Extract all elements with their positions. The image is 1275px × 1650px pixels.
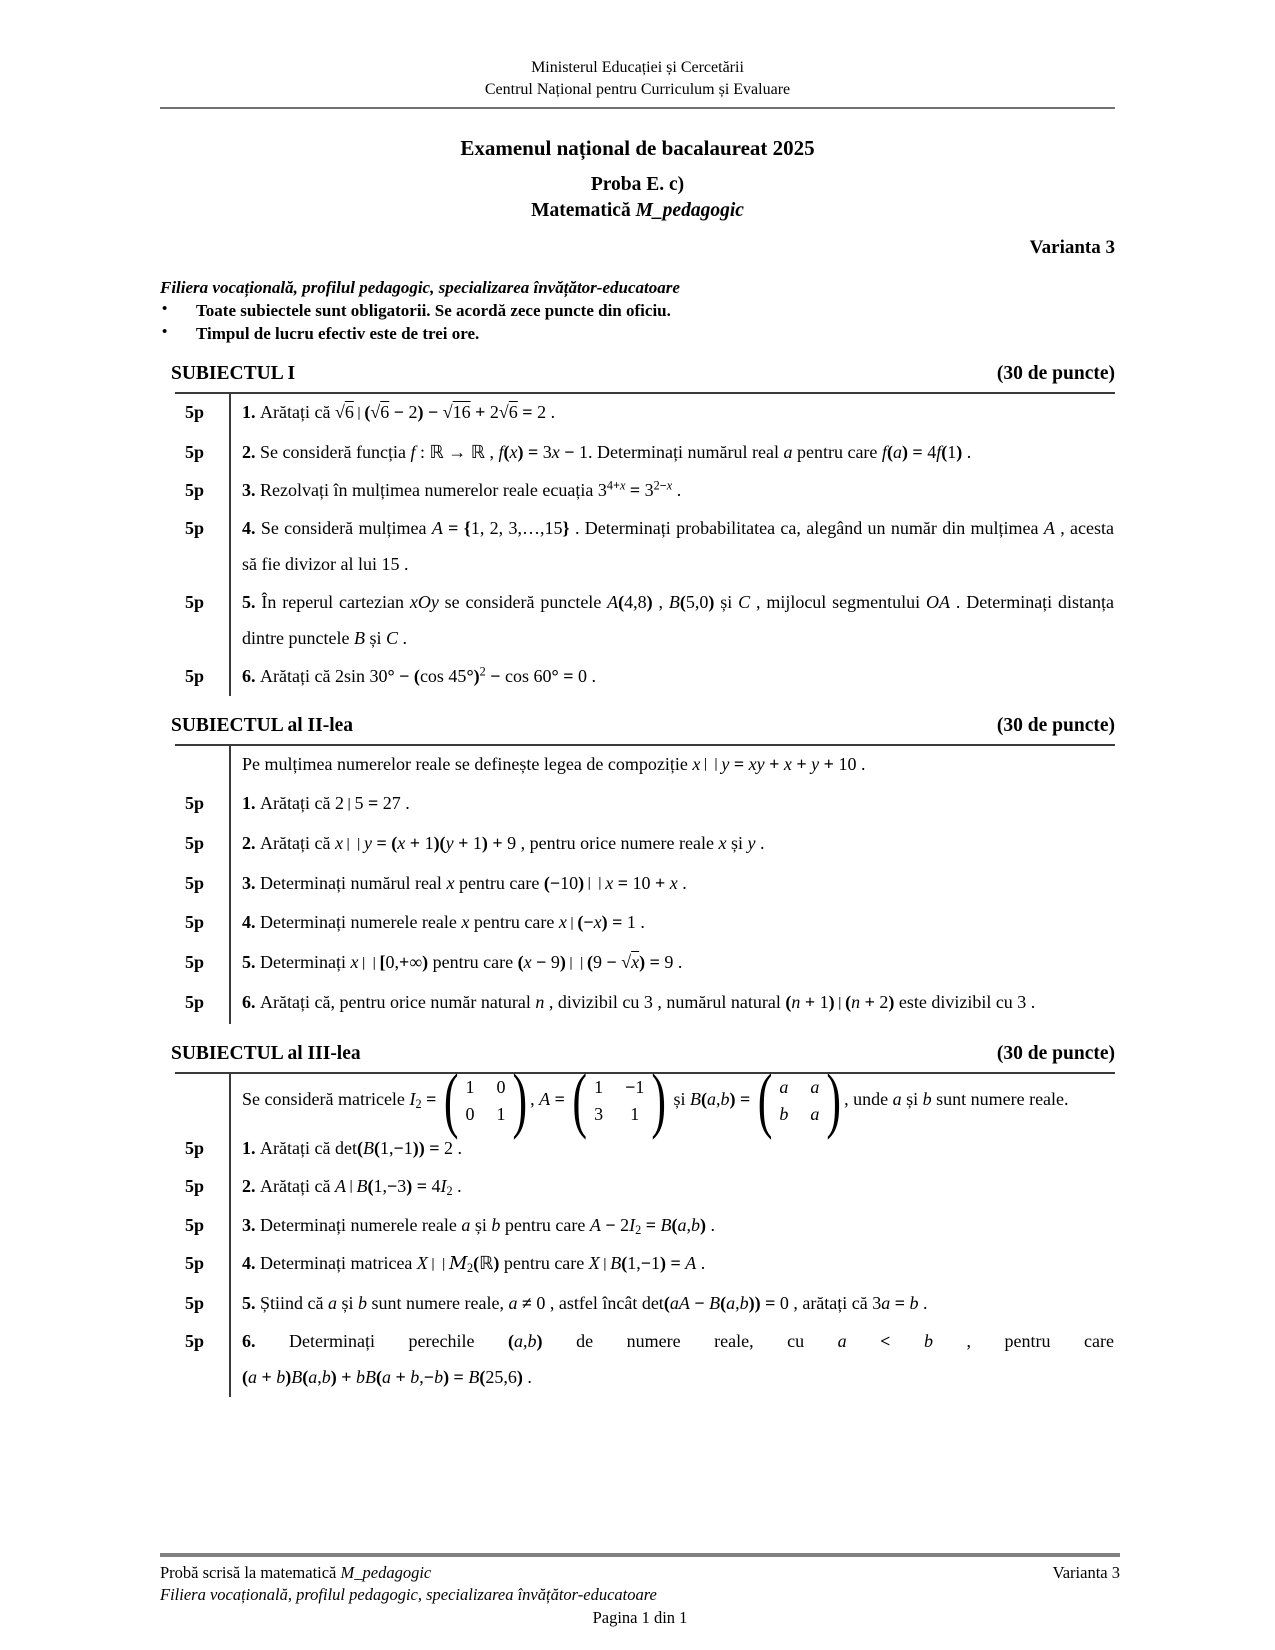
exam-item-row bbox=[160, 982, 1115, 1022]
item-number: 1. bbox=[242, 1137, 260, 1158]
subject-section-2 bbox=[160, 715, 1115, 1024]
item-number: 6. bbox=[242, 665, 260, 686]
score-label: 5p bbox=[184, 591, 204, 612]
bullet-text: Toate subiectele sunt obligatorii. Se acordă zece puncte din oficiu. bbox=[196, 300, 671, 320]
subject-line bbox=[160, 200, 1115, 222]
footer-line1 bbox=[160, 1563, 1120, 1583]
item-content: Se consideră matricele $I_2$ = ( 1 0 0 1 ) , A = ( 1 −1 3 1 ) și B(a,b) = ( a a b a ) , unde a și b sunt numere reale. bbox=[242, 1059, 1069, 1141]
item-content: 1. Arătați că 2 ∣ 5 = 27 . bbox=[242, 793, 410, 814]
exam-intro-row bbox=[160, 744, 1115, 784]
exam-item-row bbox=[160, 1205, 1115, 1243]
item-content: 5. Știind că a și b sunt numere reale, a ≠ 0 , astfel încât det(aA − B(a,b)) = 0 , arătați că 3a = b . bbox=[242, 1292, 928, 1313]
score-label: 5p bbox=[184, 517, 204, 538]
matrix: ( 1 −1 3 1 ) bbox=[572, 1059, 666, 1141]
ministry-line1: Ministerul Educației și Cercetării bbox=[531, 59, 744, 76]
exam-item-row bbox=[160, 1321, 1115, 1395]
item-content: 2. Se consideră funcția f : ℝ → ℝ , f(x) = 3x − 1. Determinați numărul real a pentru care f(a) = 4f(1) . bbox=[242, 441, 972, 462]
score-label bbox=[160, 744, 229, 784]
header-divider bbox=[160, 107, 1115, 109]
exam-item-row bbox=[160, 863, 1115, 903]
score-label: 5p bbox=[184, 872, 204, 893]
footer-variant: Varianta 3 bbox=[1052, 1563, 1120, 1582]
item-content: 5. Determinați x ∣ ∣ [0,+∞) pentru care (x − 9) ∣ ∣ (9 − √x) = 9 . bbox=[242, 952, 683, 973]
score-label: 5p bbox=[184, 665, 204, 686]
exam-item-row bbox=[160, 582, 1115, 656]
item-number: 4. bbox=[242, 912, 260, 933]
exam-item-row bbox=[160, 783, 1115, 823]
score-label: 5p bbox=[184, 401, 204, 422]
subject-points: (30 de puncte) bbox=[996, 362, 1115, 384]
exam-item-row bbox=[160, 902, 1115, 942]
footer-line2: Filiera vocațională, profilul pedagogic, specializarea învățător-educatoare bbox=[160, 1585, 657, 1604]
subject-title: SUBIECTUL al II-lea bbox=[171, 714, 354, 736]
footer-proba-name: M_pedagogic bbox=[340, 1563, 432, 1582]
item-number: 6. bbox=[242, 991, 260, 1012]
item-content: 1. Arătați că det(B(1,−1)) = 2 . bbox=[242, 1137, 462, 1158]
score-column-divider bbox=[229, 392, 231, 696]
exam-item-row bbox=[160, 942, 1115, 982]
score-column-divider bbox=[229, 744, 231, 1024]
footer-proba bbox=[160, 1563, 431, 1583]
item-number: 6. bbox=[242, 1330, 290, 1351]
subjects-container bbox=[160, 363, 1115, 1397]
item-number: 4. bbox=[242, 517, 261, 538]
item-number: 5. bbox=[242, 952, 260, 973]
score-label: 5p bbox=[184, 1330, 204, 1351]
item-content: 2. Arătați că x ∣ ∣ y = (x + 1)(y + 1) + 9 , pentru orice numere reale x și y . bbox=[242, 832, 765, 853]
subject-block bbox=[160, 392, 1115, 696]
score-label: 5p bbox=[184, 1292, 204, 1313]
exam-item-row bbox=[160, 823, 1115, 863]
exam-item-row bbox=[160, 1243, 1115, 1283]
bullet-icon: • bbox=[162, 300, 168, 317]
ministry-line2: Centrul Național pentru Curriculum și Evaluare bbox=[484, 81, 791, 99]
item-number: 3. bbox=[242, 872, 260, 893]
item-content: 3. Determinați numărul real x pentru care (−10) ∣ ∣ x = 10 + x . bbox=[242, 872, 687, 893]
footer-proba-prefix: Probă scrisă la matematică bbox=[160, 1563, 341, 1582]
subject-header bbox=[160, 363, 1115, 385]
item-number: 3. bbox=[242, 479, 260, 500]
page-content bbox=[160, 0, 1115, 1397]
exam-item-row bbox=[160, 1283, 1115, 1321]
score-label: 5p bbox=[184, 912, 204, 933]
item-number: 2. bbox=[242, 832, 260, 853]
item-content: 2. Arătați că A ∣ $B(1,-3) = 4I_2$ . bbox=[242, 1175, 462, 1198]
exam-item-row bbox=[160, 432, 1115, 470]
score-label: 5p bbox=[184, 1175, 204, 1196]
item-number: 5. bbox=[242, 1292, 260, 1313]
item-number: 2. bbox=[242, 1175, 260, 1196]
subject-points: (30 de puncte) bbox=[996, 1042, 1115, 1064]
score-column-divider bbox=[229, 1072, 231, 1397]
exam-item-row bbox=[160, 470, 1115, 508]
item-content: 4. Se consideră mulțimea A = {1, 2, 3,…,15} . Determinați probabilitatea ca, alegând un număr din mulțimea A , acesta să fie divizor al lui 15 . bbox=[242, 517, 1115, 574]
subject-block bbox=[160, 744, 1115, 1024]
score-label: 5p bbox=[184, 991, 204, 1012]
subject-prefix: Matematică bbox=[531, 199, 636, 221]
ministry-header bbox=[160, 57, 1115, 102]
exam-title: Examenul național de bacalaureat 2025 bbox=[460, 135, 815, 160]
score-label: 5p bbox=[184, 952, 204, 973]
subject-title: SUBIECTUL I bbox=[171, 362, 296, 384]
item-line: (a + b)B(a,b) + bB(a + b,−b) = B(25,6) . bbox=[242, 1366, 532, 1387]
exam-intro-row bbox=[160, 1059, 1115, 1141]
score-label: 5p bbox=[184, 441, 204, 462]
score-label: 5p bbox=[184, 1137, 204, 1158]
item-content: 3. Rezolvați în mulțimea numerelor reale ecuația $3^{4+x} = 3^{2-x}$ . bbox=[242, 477, 682, 500]
score-label: 5p bbox=[184, 1253, 204, 1274]
item-content: Pe mulțimea numerelor reale se definește legea de compoziție x ∣ ∣ y = xy + x + y + 10 . bbox=[242, 753, 866, 774]
item-number: 2. bbox=[242, 441, 260, 462]
matrix: ( a a b a ) bbox=[757, 1059, 842, 1141]
subject-title: SUBIECTUL al III-lea bbox=[171, 1042, 361, 1064]
filiera-line: Filiera vocațională, profilul pedagogic, specializarea învățător-educatoare bbox=[160, 277, 680, 297]
item-content: 3. Determinați numerele reale a și b pentru care $A - 2I_2 = B(a,b)$ . bbox=[242, 1215, 716, 1238]
subject-header bbox=[160, 1043, 1115, 1065]
item-content: 6. Arătați că, pentru orice număr natural n , divizibil cu 3 , numărul natural (n + 1) ∣ (n + 2) este divizibil cu 3 . bbox=[242, 991, 1036, 1012]
item-number: 4. bbox=[242, 1253, 260, 1274]
item-number: 1. bbox=[242, 793, 260, 814]
exam-item-row bbox=[160, 508, 1115, 582]
score-label: 5p bbox=[184, 793, 204, 814]
subject-section-3 bbox=[160, 1043, 1115, 1397]
bullet-note-1 bbox=[160, 301, 1115, 321]
bullet-icon: • bbox=[162, 323, 168, 340]
score-label bbox=[160, 1072, 229, 1128]
subject-section-1 bbox=[160, 363, 1115, 696]
item-content: 5. În reperul cartezian xOy se consideră punctele A(4,8) , B(5,0) și C , mijlocul segmentului OA . Determinați distanța dintre punctele B și C . bbox=[242, 591, 1115, 648]
item-number: 3. bbox=[242, 1215, 260, 1236]
footer-page-number: Pagina 1 din 1 bbox=[592, 1608, 688, 1627]
item-number: 5. bbox=[242, 591, 262, 612]
exam-item-row bbox=[160, 656, 1115, 694]
matrix: ( 1 0 0 1 ) bbox=[443, 1059, 528, 1141]
exam-item-row bbox=[160, 1128, 1115, 1166]
variant-label: Varianta 3 bbox=[1029, 236, 1115, 258]
bullet-note-2 bbox=[160, 324, 1115, 344]
page-footer bbox=[160, 1553, 1120, 1628]
item-line: 6. Determinați perechile (a,b) de numere reale, cu a < b , pentru care bbox=[242, 1330, 1115, 1351]
item-content bbox=[229, 1321, 1115, 1395]
bullet-text: Timpul de lucru efectiv este de trei ore. bbox=[196, 323, 480, 343]
item-content: 4. Determinați numerele reale x pentru care x ∣ (−x) = 1 . bbox=[242, 912, 645, 933]
item-content: 6. Arătați că 2sin 30° − (cos 45°)$^2$ − cos 60° = 0 . bbox=[242, 663, 596, 686]
score-label: 5p bbox=[184, 479, 204, 500]
proba-line: Proba E. c) bbox=[590, 173, 685, 195]
score-label: 5p bbox=[184, 1215, 204, 1236]
subject-name: M_pedagogic bbox=[635, 199, 744, 221]
item-number: 1. bbox=[242, 401, 260, 422]
item-content: 1. Arătați că √6 ∣ (√6 − 2) − √16 + 2√6 = 2 . bbox=[242, 401, 556, 422]
subject-header bbox=[160, 715, 1115, 737]
exam-item-row bbox=[160, 1166, 1115, 1206]
exam-item-row bbox=[160, 392, 1115, 432]
score-label: 5p bbox=[184, 832, 204, 853]
subject-points: (30 de puncte) bbox=[996, 714, 1115, 736]
subject-block bbox=[160, 1059, 1115, 1397]
item-content: 4. Determinați matricea X ∣ ∣ $M_2(ℝ)$ pentru care X ∣ B(1,−1) = A . bbox=[242, 1253, 706, 1276]
footer-divider bbox=[160, 1553, 1120, 1557]
